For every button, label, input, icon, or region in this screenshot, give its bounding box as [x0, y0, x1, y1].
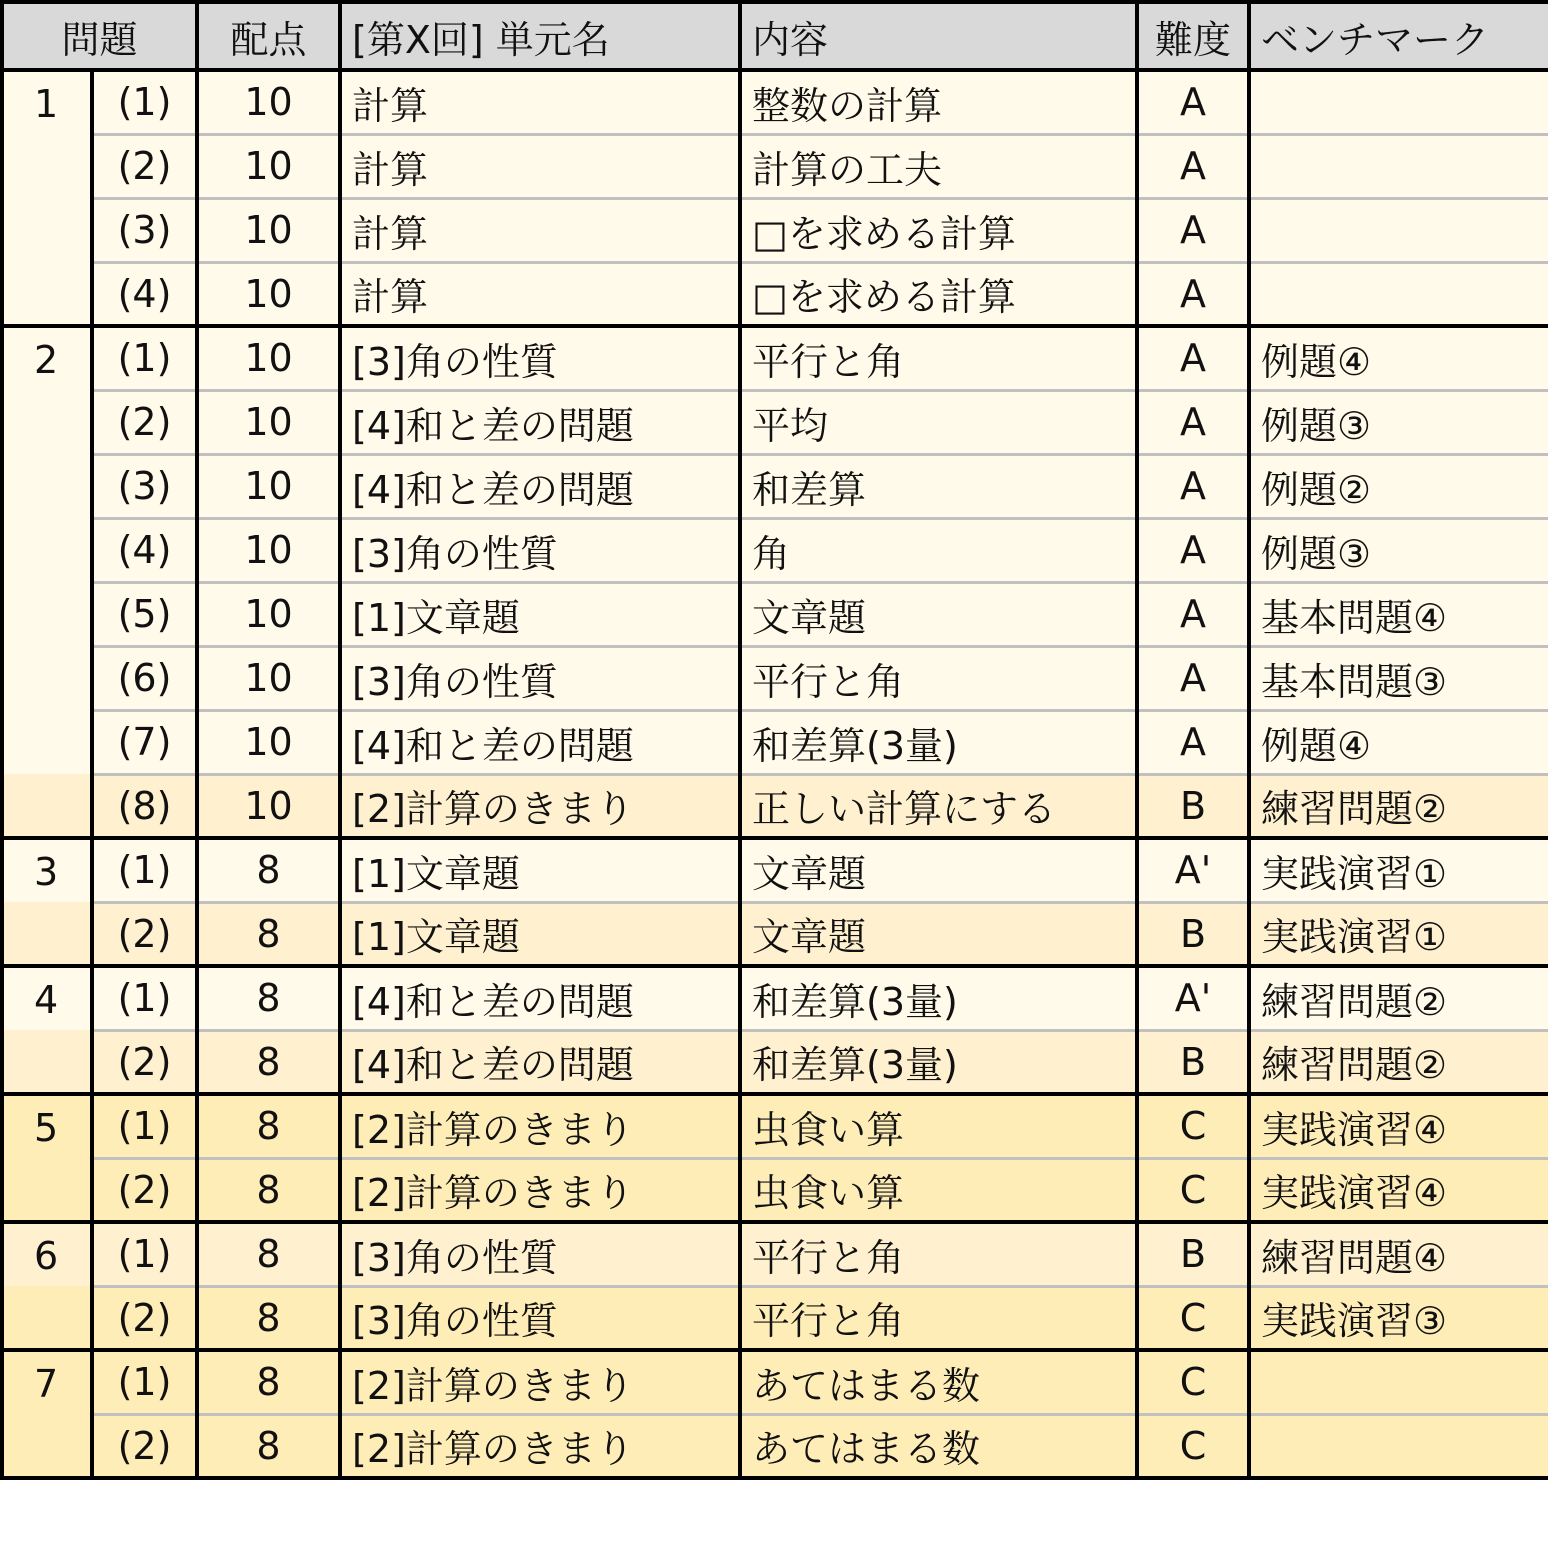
difficulty-cell: A	[1137, 454, 1249, 518]
benchmark-cell: 例題④	[1249, 326, 1548, 390]
unit-name-cell: [2]計算のきまり	[340, 1094, 740, 1158]
content-cell: 計算の工夫	[740, 134, 1137, 198]
sub-question-cell: (1)	[92, 326, 197, 390]
difficulty-cell: C	[1137, 1158, 1249, 1222]
table-body	[2, 70, 1548, 1478]
group-number-cell	[2, 1030, 92, 1094]
sub-question-cell: (7)	[92, 710, 197, 774]
header-difficulty: 難度	[1137, 2, 1249, 70]
group-number-cell: 7	[2, 1350, 92, 1414]
benchmark-cell: 練習問題②	[1249, 1030, 1548, 1094]
sub-question-cell: (1)	[92, 1094, 197, 1158]
unit-name-cell: 計算	[340, 198, 740, 262]
difficulty-cell: A	[1137, 262, 1249, 326]
unit-name-cell: [3]角の性質	[340, 1286, 740, 1350]
difficulty-cell: A	[1137, 198, 1249, 262]
content-cell: 平行と角	[740, 646, 1137, 710]
sub-question-cell: (2)	[92, 1286, 197, 1350]
difficulty-cell: B	[1137, 1222, 1249, 1286]
group-number-cell: 4	[2, 966, 92, 1030]
content-cell: 整数の計算	[740, 70, 1137, 134]
table-row	[2, 262, 1548, 326]
unit-name-cell: [2]計算のきまり	[340, 1158, 740, 1222]
table-row	[2, 198, 1548, 262]
points-cell: 10	[197, 646, 340, 710]
content-cell: 平均	[740, 390, 1137, 454]
benchmark-cell: 基本問題④	[1249, 582, 1548, 646]
content-cell: 虫食い算	[740, 1094, 1137, 1158]
difficulty-cell: A'	[1137, 838, 1249, 902]
header-benchmark: ベンチマーク	[1249, 2, 1548, 70]
table-row	[2, 710, 1548, 774]
group-number-cell: 2	[2, 326, 92, 390]
benchmark-cell: 例題③	[1249, 518, 1548, 582]
unit-name-cell: 計算	[340, 134, 740, 198]
sub-question-cell: (4)	[92, 518, 197, 582]
sub-question-cell: (2)	[92, 902, 197, 966]
group-number-cell	[2, 1286, 92, 1350]
points-cell: 10	[197, 326, 340, 390]
content-cell: 文章題	[740, 838, 1137, 902]
benchmark-cell: 練習問題④	[1249, 1222, 1548, 1286]
benchmark-cell: 基本問題③	[1249, 646, 1548, 710]
points-cell: 8	[197, 1414, 340, 1478]
table-row	[2, 1350, 1548, 1414]
sub-question-cell: (1)	[92, 1222, 197, 1286]
benchmark-cell: 例題④	[1249, 710, 1548, 774]
unit-name-cell: [1]文章題	[340, 902, 740, 966]
group-number-cell	[2, 774, 92, 838]
benchmark-cell: 例題③	[1249, 390, 1548, 454]
sub-question-cell: (2)	[92, 1030, 197, 1094]
difficulty-cell: A	[1137, 518, 1249, 582]
unit-name-cell: [4]和と差の問題	[340, 710, 740, 774]
group-number-cell	[2, 1414, 92, 1478]
table-row	[2, 70, 1548, 134]
benchmark-cell: 練習問題②	[1249, 966, 1548, 1030]
sub-question-cell: (2)	[92, 134, 197, 198]
unit-name-cell: [1]文章題	[340, 838, 740, 902]
points-cell: 8	[197, 1030, 340, 1094]
content-cell: 和差算(3量)	[740, 1030, 1137, 1094]
table-row	[2, 902, 1548, 966]
difficulty-cell: B	[1137, 1030, 1249, 1094]
table-row	[2, 518, 1548, 582]
group-number-cell	[2, 582, 92, 646]
table-row	[2, 966, 1548, 1030]
content-cell: あてはまる数	[740, 1414, 1137, 1478]
points-cell: 10	[197, 582, 340, 646]
table-row	[2, 838, 1548, 902]
benchmark-cell: 実践演習④	[1249, 1158, 1548, 1222]
header-content: 内容	[740, 2, 1137, 70]
content-cell: 文章題	[740, 902, 1137, 966]
points-cell: 8	[197, 1158, 340, 1222]
difficulty-cell: A	[1137, 710, 1249, 774]
content-cell: 平行と角	[740, 1286, 1137, 1350]
benchmark-cell	[1249, 134, 1548, 198]
content-cell: 和差算	[740, 454, 1137, 518]
benchmark-cell: 実践演習①	[1249, 838, 1548, 902]
points-cell: 10	[197, 70, 340, 134]
content-cell: 文章題	[740, 582, 1137, 646]
difficulty-cell: A	[1137, 646, 1249, 710]
table-row	[2, 1286, 1548, 1350]
points-cell: 10	[197, 774, 340, 838]
points-cell: 10	[197, 198, 340, 262]
points-cell: 8	[197, 902, 340, 966]
group-number-cell	[2, 518, 92, 582]
unit-name-cell: [4]和と差の問題	[340, 966, 740, 1030]
unit-name-cell: [4]和と差の問題	[340, 454, 740, 518]
group-number-cell: 3	[2, 838, 92, 902]
unit-name-cell: [3]角の性質	[340, 518, 740, 582]
header-unit: [第X回] 単元名	[340, 2, 740, 70]
content-cell: 正しい計算にする	[740, 774, 1137, 838]
group-number-cell	[2, 710, 92, 774]
table-row	[2, 1414, 1548, 1478]
difficulty-cell: B	[1137, 902, 1249, 966]
content-cell: 平行と角	[740, 326, 1137, 390]
unit-name-cell: 計算	[340, 70, 740, 134]
sub-question-cell: (8)	[92, 774, 197, 838]
unit-name-cell: [4]和と差の問題	[340, 390, 740, 454]
benchmark-cell: 実践演習③	[1249, 1286, 1548, 1350]
group-number-cell	[2, 646, 92, 710]
table-row	[2, 1094, 1548, 1158]
points-cell: 10	[197, 710, 340, 774]
benchmark-cell	[1249, 198, 1548, 262]
points-cell: 8	[197, 1094, 340, 1158]
content-cell: □を求める計算	[740, 198, 1137, 262]
header-question: 問題	[2, 2, 197, 70]
group-number-cell	[2, 134, 92, 198]
sub-question-cell: (1)	[92, 966, 197, 1030]
points-cell: 10	[197, 390, 340, 454]
group-number-cell	[2, 902, 92, 966]
benchmark-cell: 練習問題②	[1249, 774, 1548, 838]
sub-question-cell: (2)	[92, 1158, 197, 1222]
difficulty-cell: C	[1137, 1350, 1249, 1414]
difficulty-cell: C	[1137, 1414, 1249, 1478]
table-row	[2, 1030, 1548, 1094]
benchmark-cell: 実践演習①	[1249, 902, 1548, 966]
difficulty-cell: A	[1137, 582, 1249, 646]
content-cell: 虫食い算	[740, 1158, 1137, 1222]
unit-name-cell: [3]角の性質	[340, 326, 740, 390]
unit-name-cell: [4]和と差の問題	[340, 1030, 740, 1094]
unit-name-cell: [2]計算のきまり	[340, 1350, 740, 1414]
benchmark-cell	[1249, 262, 1548, 326]
points-cell: 8	[197, 1350, 340, 1414]
sub-question-cell: (2)	[92, 390, 197, 454]
group-number-cell	[2, 454, 92, 518]
sub-question-cell: (1)	[92, 838, 197, 902]
difficulty-cell: A	[1137, 134, 1249, 198]
unit-name-cell: [1]文章題	[340, 582, 740, 646]
group-number-cell: 6	[2, 1222, 92, 1286]
benchmark-cell: 例題②	[1249, 454, 1548, 518]
benchmark-cell	[1249, 1414, 1548, 1478]
sub-question-cell: (6)	[92, 646, 197, 710]
table-row	[2, 646, 1548, 710]
difficulty-cell: A	[1137, 390, 1249, 454]
difficulty-cell: A	[1137, 326, 1249, 390]
benchmark-cell: 実践演習④	[1249, 1094, 1548, 1158]
unit-name-cell: 計算	[340, 262, 740, 326]
unit-name-cell: [3]角の性質	[340, 1222, 740, 1286]
table-row	[2, 774, 1548, 838]
unit-name-cell: [2]計算のきまり	[340, 1414, 740, 1478]
points-cell: 10	[197, 518, 340, 582]
sub-question-cell: (3)	[92, 198, 197, 262]
points-cell: 8	[197, 1222, 340, 1286]
points-cell: 10	[197, 262, 340, 326]
unit-name-cell: [2]計算のきまり	[340, 774, 740, 838]
sub-question-cell: (5)	[92, 582, 197, 646]
content-cell: 角	[740, 518, 1137, 582]
benchmark-cell	[1249, 1350, 1548, 1414]
difficulty-cell: B	[1137, 774, 1249, 838]
difficulty-cell: C	[1137, 1094, 1249, 1158]
sub-question-cell: (1)	[92, 1350, 197, 1414]
header-row	[2, 2, 1548, 70]
table-row	[2, 1158, 1548, 1222]
content-cell: 和差算(3量)	[740, 966, 1137, 1030]
group-number-cell: 1	[2, 70, 92, 134]
content-cell: あてはまる数	[740, 1350, 1137, 1414]
group-number-cell	[2, 262, 92, 326]
unit-name-cell: [3]角の性質	[340, 646, 740, 710]
points-cell: 8	[197, 966, 340, 1030]
difficulty-cell: C	[1137, 1286, 1249, 1350]
points-cell: 10	[197, 134, 340, 198]
table-row	[2, 390, 1548, 454]
content-cell: □を求める計算	[740, 262, 1137, 326]
table-row	[2, 1222, 1548, 1286]
table-row	[2, 134, 1548, 198]
group-number-cell	[2, 390, 92, 454]
points-cell: 8	[197, 838, 340, 902]
sub-question-cell: (1)	[92, 70, 197, 134]
sub-question-cell: (2)	[92, 1414, 197, 1478]
sub-question-cell: (3)	[92, 454, 197, 518]
difficulty-cell: A	[1137, 70, 1249, 134]
group-number-cell	[2, 1158, 92, 1222]
table-row	[2, 454, 1548, 518]
difficulty-cell: A'	[1137, 966, 1249, 1030]
group-number-cell: 5	[2, 1094, 92, 1158]
group-number-cell	[2, 198, 92, 262]
benchmark-cell	[1249, 70, 1548, 134]
table-row	[2, 582, 1548, 646]
sub-question-cell: (4)	[92, 262, 197, 326]
points-cell: 10	[197, 454, 340, 518]
header-points: 配点	[197, 2, 340, 70]
content-cell: 平行と角	[740, 1222, 1137, 1286]
points-cell: 8	[197, 1286, 340, 1350]
content-cell: 和差算(3量)	[740, 710, 1137, 774]
table-row	[2, 326, 1548, 390]
